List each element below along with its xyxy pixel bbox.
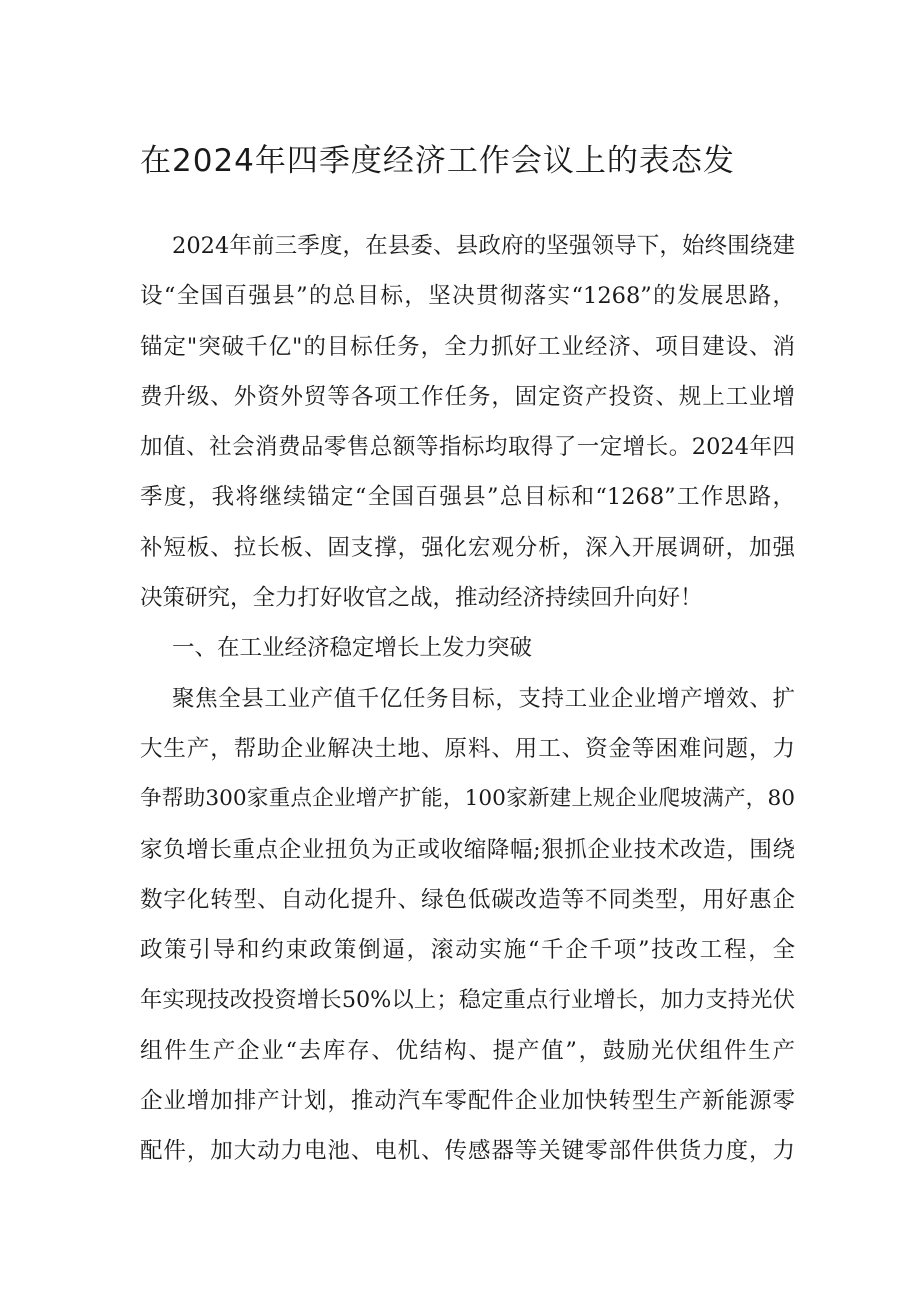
paragraph-line: 组件生产企业“去库存、优结构、提产值”，鼓励光伏组件生产 — [140, 1037, 795, 1064]
paragraph-line: 大生产，帮助企业解决土地、原料、用工、资金等困难问题，力 — [140, 735, 795, 762]
section-heading: 一、在工业经济稳定增长上发力突破 — [172, 635, 533, 662]
paragraph-line: 2024年前三季度，在县委、县政府的坚强领导下，始终围绕建 — [172, 233, 795, 259]
document-title: 在2024年四季度经济工作会议上的表态发 — [140, 143, 735, 179]
paragraph-line: 季度，我将继续锚定“全国百强县”总目标和“1268”工作思路， — [140, 484, 795, 511]
paragraph-line: 费升级、外资外贸等各项工作任务，固定资产投资、规上工业增 — [140, 383, 795, 410]
paragraph-line: 家负增长重点企业扭负为正或收缩降幅;狠抓企业技术改造，围绕 — [140, 836, 795, 863]
paragraph-line: 聚焦全县工业产值千亿任务目标，支持工业企业增产增效、扩 — [172, 685, 795, 712]
paragraph-line: 数字化转型、自动化提升、绿色低碳改造等不同类型，用好惠企 — [140, 886, 795, 913]
paragraph-line: 锚定"突破千亿"的目标任务，全力抓好工业经济、项目建设、消 — [140, 333, 795, 360]
paragraph-line: 配件，加大动力电池、电机、传感器等关键零部件供货力度，力 — [140, 1138, 795, 1165]
paragraph-line: 加值、社会消费品零售总额等指标均取得了一定增长。2024年四 — [140, 434, 795, 461]
paragraph-line: 设“全国百强县”的总目标，坚决贯彻落实“1268”的发展思路， — [140, 283, 795, 310]
paragraph-line: 年实现技改投资增长50%以上；稳定重点行业增长，加力支持光伏 — [140, 987, 795, 1014]
paragraph-line: 决策研究，全力打好收官之战，推动经济持续回升向好！ — [140, 585, 703, 612]
paragraph-line: 政策引导和约束政策倒逼，滚动实施“千企千项”技改工程，全 — [140, 937, 795, 964]
paragraph-line: 企业增加排产计划，推动汽车零配件企业加快转型生产新能源零 — [140, 1088, 795, 1115]
paragraph-line: 补短板、拉长板、固支撑，强化宏观分析，深入开展调研，加强 — [140, 534, 795, 561]
document-body — [140, 221, 795, 1177]
paragraph-line: 争帮助300家重点企业增产扩能，100家新建上规企业爬坡满产，80 — [140, 786, 795, 812]
